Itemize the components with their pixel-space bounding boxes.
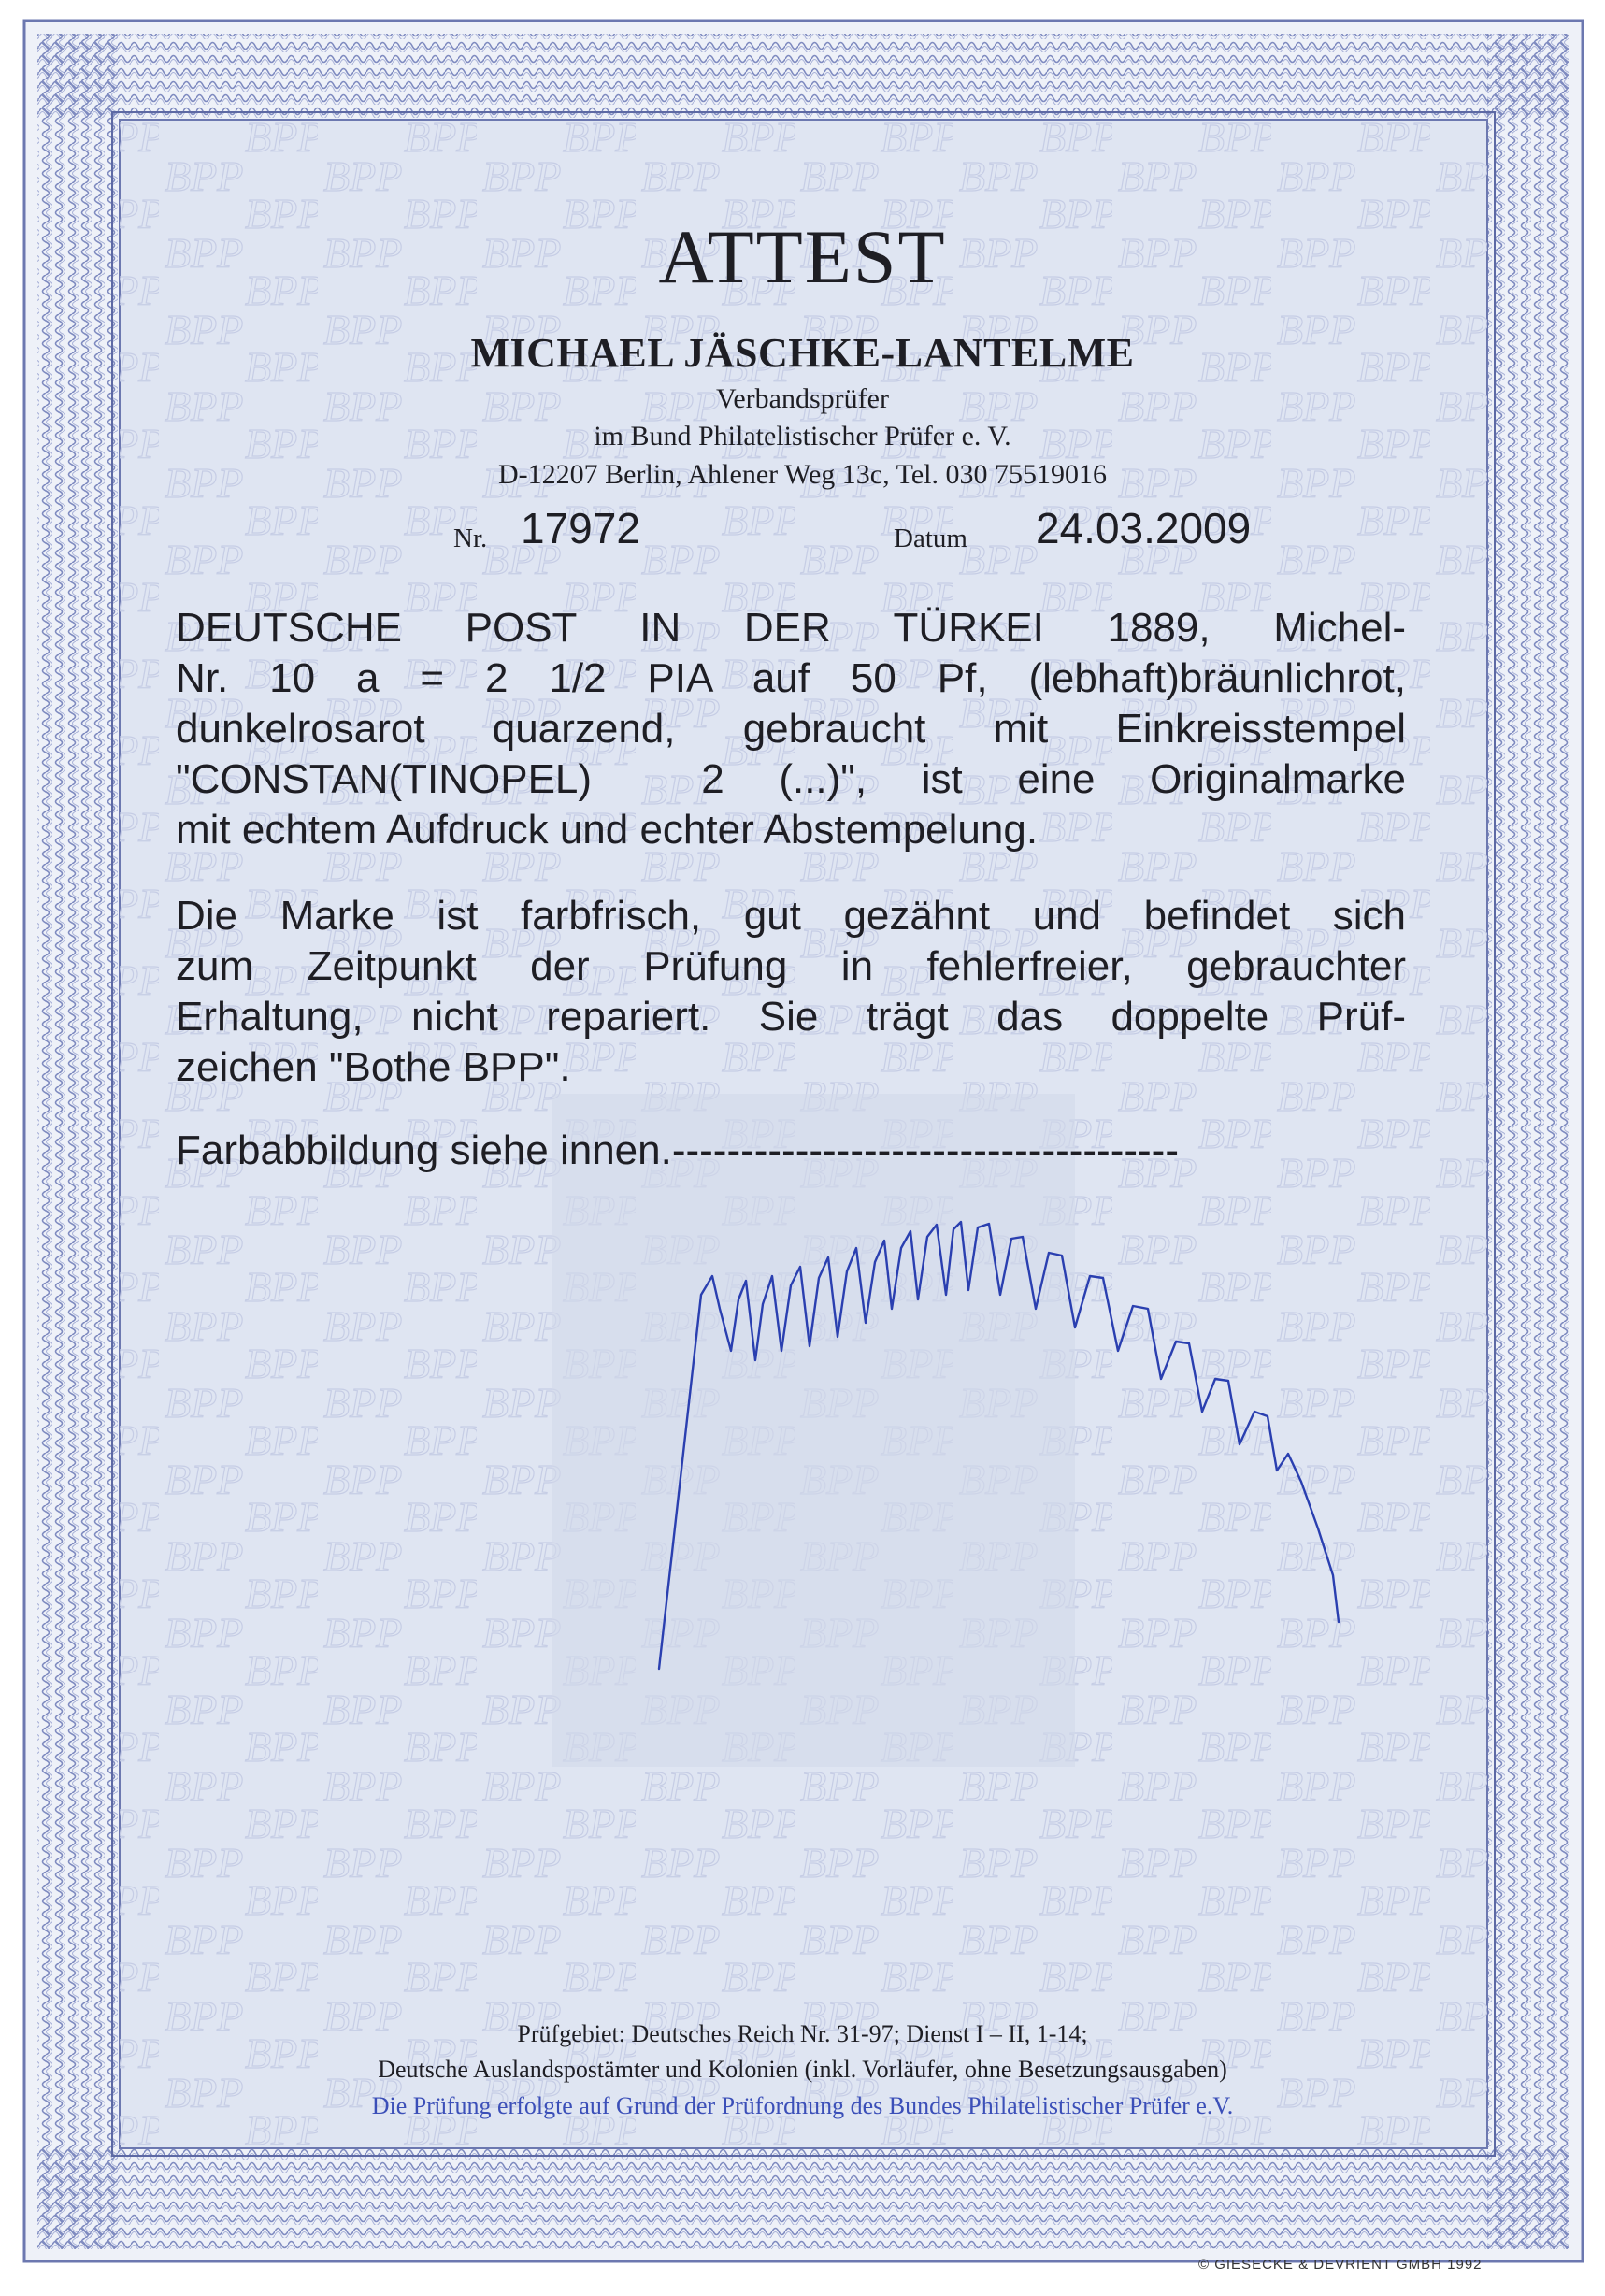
- printer-imprint: © GIESECKE & DEVRIENT GMBH 1992: [1198, 2257, 1483, 2273]
- body-line: Nr. 10 a = 2 1/2 PIA auf 50 Pf, (lebhaft)bräunlichrot,: [176, 655, 1406, 701]
- body-line: "CONSTAN(TINOPEL) 2 (...)", ist eine Originalmarke: [176, 756, 1406, 802]
- body-line: Farbabbildung siehe innen.-------------------------------------: [176, 1127, 1179, 1173]
- certificate-date: 24.03.2009: [1036, 504, 1252, 552]
- body-line: mit echtem Aufdruck und echter Abstempelung.: [176, 807, 1039, 853]
- color-image-note: [176, 1127, 1179, 1181]
- certificate-number-label: Nr.: [453, 524, 488, 553]
- footer-examination-scope: Deutsche Auslandspostämter und Kolonien (inkl. Vorläufer, ohne Besetzungsausgaben): [378, 2056, 1227, 2083]
- examiner-name: MICHAEL JÄSCHKE-LANTELME: [470, 330, 1135, 376]
- examiner-role: Verbandsprüfer: [716, 383, 889, 414]
- examiner-signature: [645, 1220, 1542, 1706]
- body-line: zeichen "Bothe BPP".: [176, 1044, 571, 1090]
- certificate-number: 17972: [521, 504, 640, 552]
- organization-name: im Bund Philatelistischer Prüfer e. V.: [594, 421, 1011, 452]
- body-line: DEUTSCHE POST IN DER TÜRKEI 1889, Michel-: [176, 605, 1406, 651]
- description-paragraph: [176, 605, 1406, 860]
- body-line: Erhaltung, nicht repariert. Sie trägt das doppelte Prüf-: [176, 994, 1406, 1040]
- date-label: Datum: [894, 524, 967, 553]
- body-line: zum Zeitpunkt der Prüfung in fehlerfreier, gebrauchter: [176, 943, 1406, 989]
- body-line: Die Marke ist farbfrisch, gut gezähnt und befindet sich: [176, 893, 1406, 939]
- footer-regulation-note: Die Prüfung erfolgte auf Grund der Prüfordnung des Bundes Philatelistischer Prüfer e.V.: [371, 2092, 1234, 2119]
- condition-paragraph: [176, 893, 1406, 1098]
- body-line: dunkelrosarot quarzend, gebraucht mit Einkreisstempel: [176, 706, 1406, 752]
- examiner-address: D-12207 Berlin, Ahlener Weg 13c, Tel. 030 75519016: [498, 459, 1107, 490]
- footer-examination-area: Prüfgebiet: Deutsches Reich Nr. 31-97; Dienst I – II, 1-14;: [517, 2020, 1088, 2047]
- certificate-title: ATTEST: [658, 214, 947, 299]
